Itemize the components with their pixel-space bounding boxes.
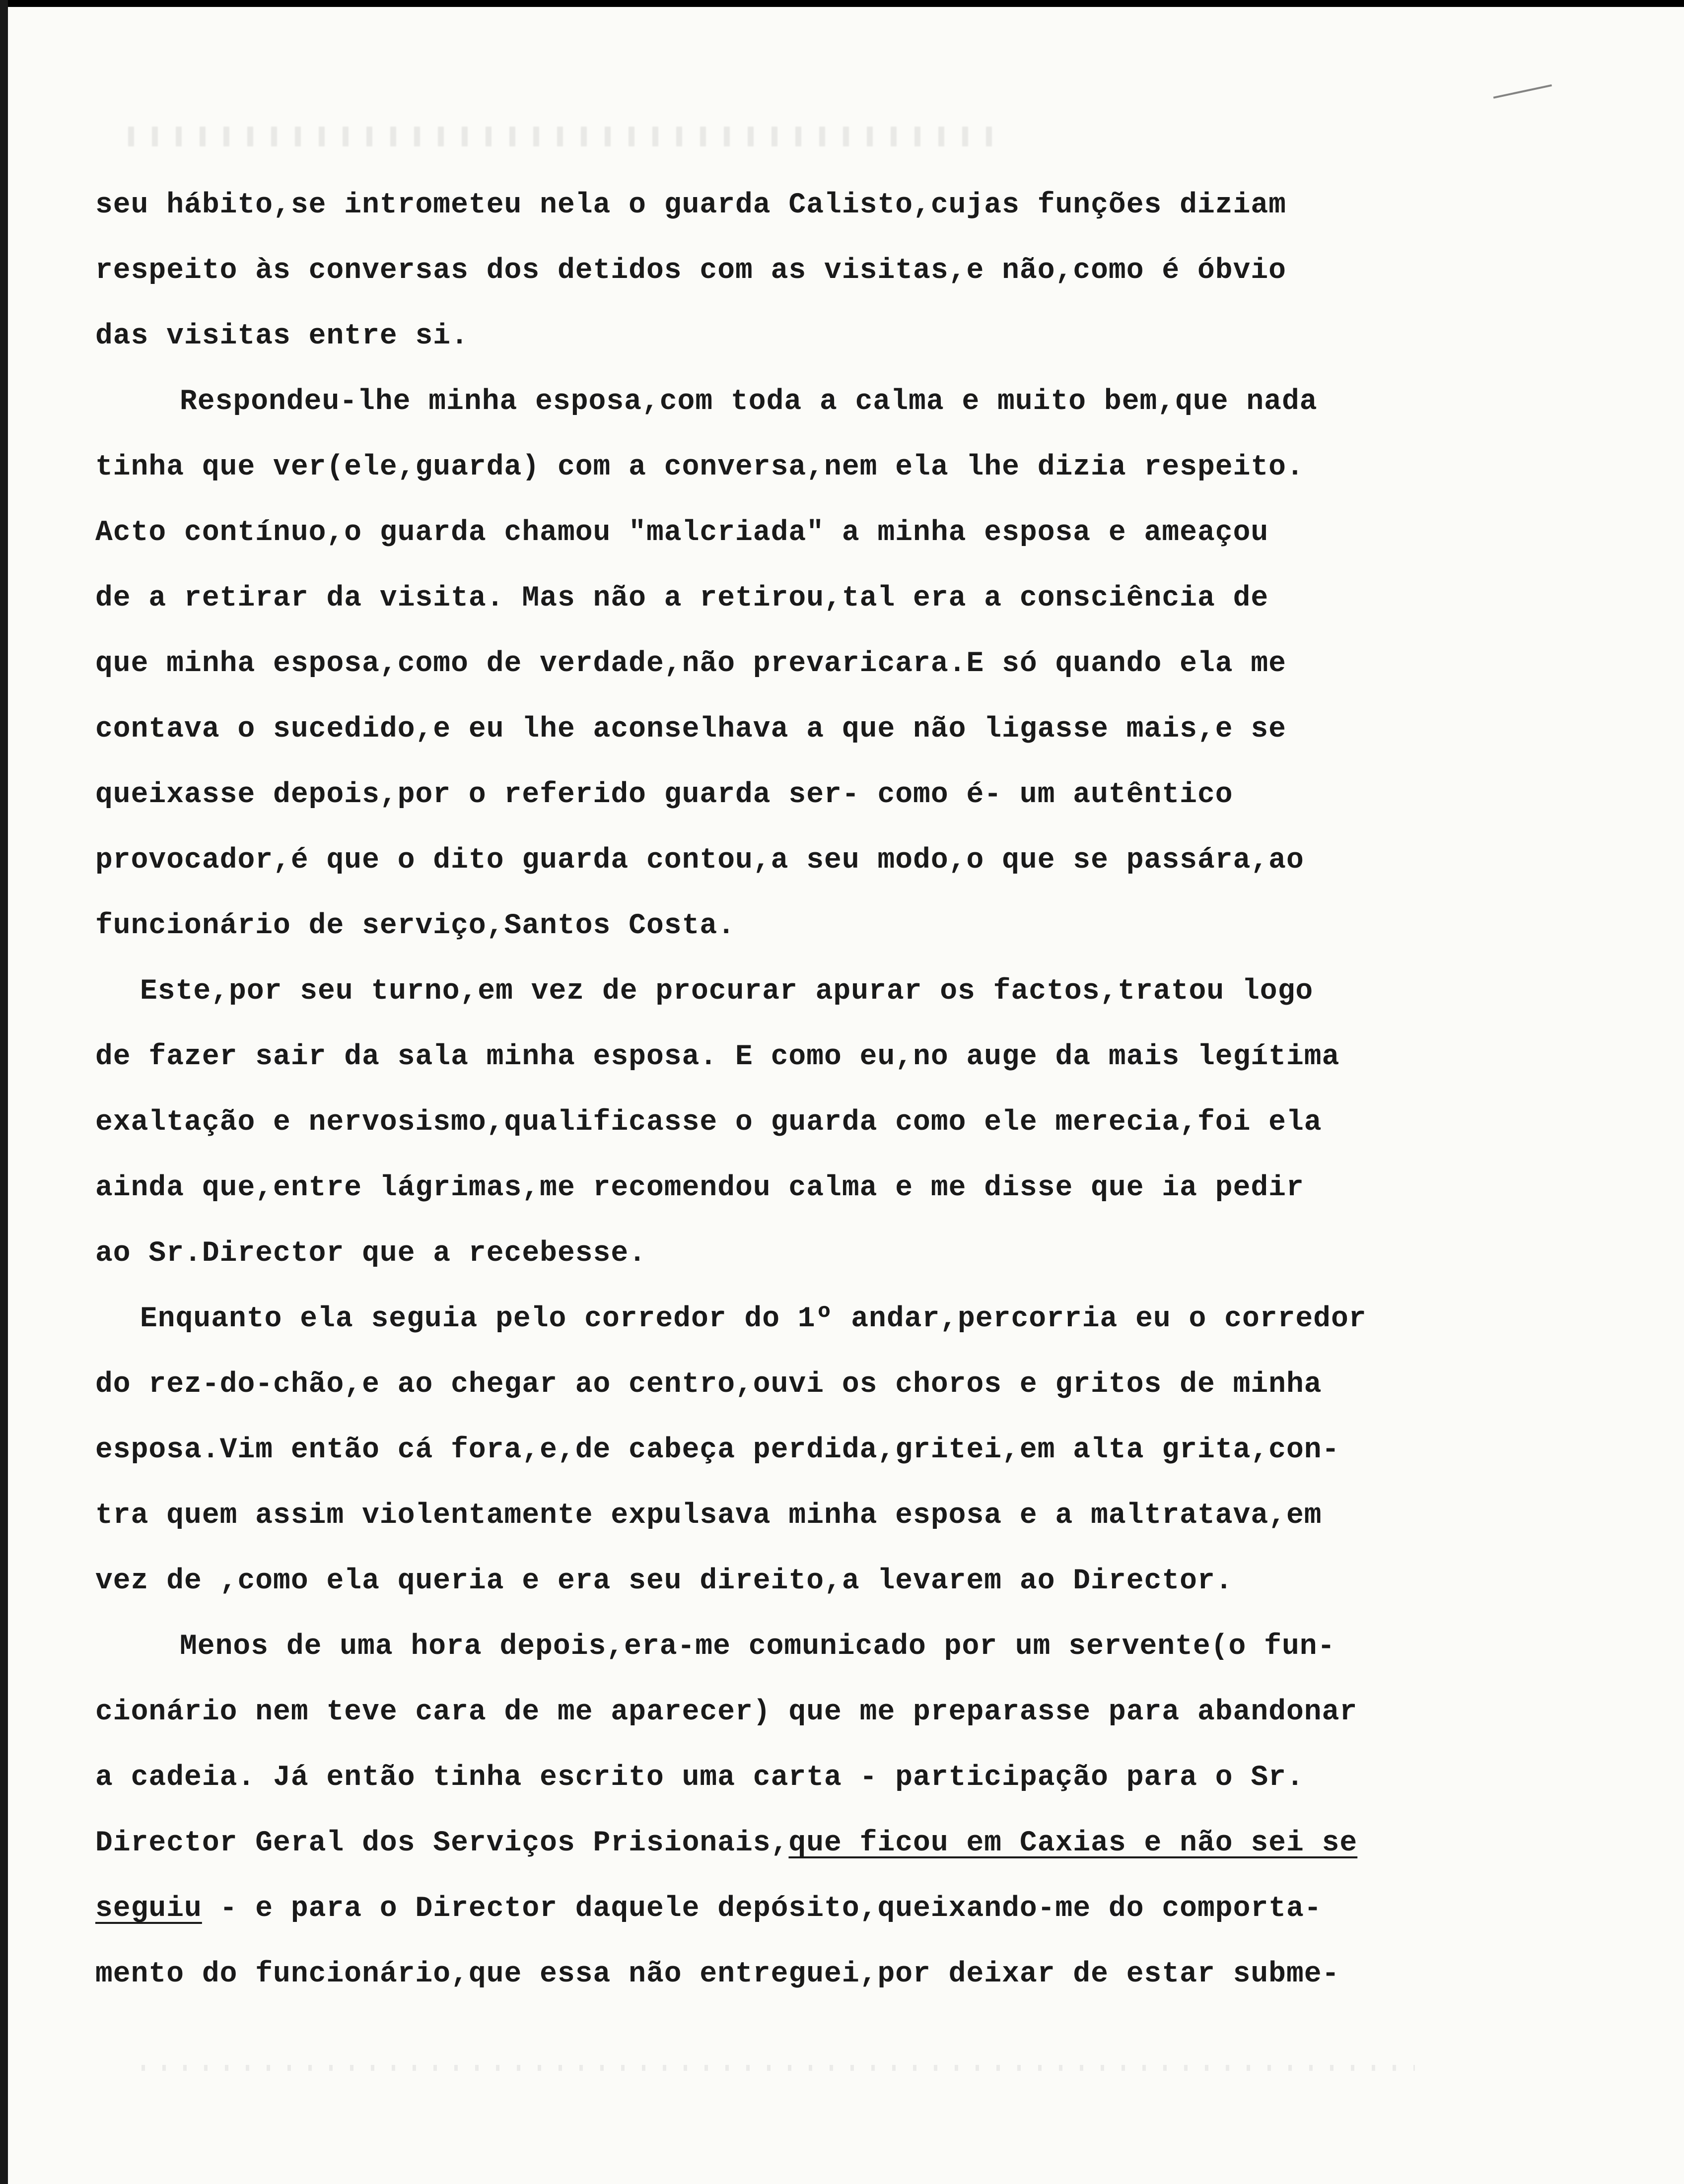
text-line-mixed [95, 1811, 1535, 1876]
underlined-text: que ficou em Caxias e não sei se [788, 1827, 1358, 1859]
scan-noise [124, 2065, 1415, 2071]
text-line: queixasse depois,por o referido guarda ser- como é- um autêntico [95, 779, 1233, 811]
text-line-mixed [95, 1876, 1535, 1942]
text-line: funcionário de serviço,Santos Costa. [95, 910, 736, 942]
paragraph-1 [95, 173, 1535, 369]
text-line: de fazer sair da sala minha esposa. E como eu,no auge da mais legítima [95, 1041, 1340, 1073]
text-line: exaltação e nervosismo,qualificasse o guarda como ele merecia,foi ela [95, 1106, 1322, 1139]
text-line: de a retirar da visita. Mas não a retirou,tal era a consciência de [95, 582, 1269, 614]
text-line: mento do funcionário,que essa não entreguei,por deixar de estar subme- [95, 1958, 1340, 1990]
scan-border-top [0, 0, 1684, 7]
text-line: Acto contínuo,o guarda chamou "malcriada" a minha esposa e ameaçou [95, 517, 1269, 549]
scan-mark [1493, 84, 1555, 113]
paragraph-4 [95, 1287, 1535, 1614]
text-line: Enquanto ela seguia pelo corredor do 1º andar,percorria eu o corredor [140, 1303, 1367, 1335]
text-segment: Director Geral dos Serviços Prisionais, [95, 1827, 789, 1859]
text-line: contava o sucedido,e eu lhe aconselhava a que não ligasse mais,e se [95, 713, 1286, 746]
text-line: Respondeu-lhe minha esposa,com toda a calma e muito bem,que nada [180, 386, 1318, 418]
text-line: do rez-do-chão,e ao chegar ao centro,ouvi os choros e gritos de minha [95, 1368, 1322, 1401]
text-line: provocador,é que o dito guarda contou,a seu modo,o que se passára,ao [95, 844, 1304, 877]
text-line: respeito às conversas dos detidos com as visitas,e não,como é óbvio [95, 255, 1286, 287]
text-line: a cadeia. Já então tinha escrito uma carta - participação para o Sr. [95, 1762, 1304, 1794]
text-segment: - e para o Director daquele depósito,queixando-me do comporta- [202, 1893, 1322, 1925]
text-line: que minha esposa,como de verdade,não prevaricara.E só quando ela me [95, 648, 1286, 680]
text-line: Este,por seu turno,em vez de procurar apurar os factos,tratou logo [140, 975, 1314, 1008]
paragraph-5 [95, 1614, 1535, 2007]
text-line: das visitas entre si. [95, 320, 469, 352]
text-line: ao Sr.Director que a recebesse. [95, 1237, 646, 1270]
text-line: tinha que ver(ele,guarda) com a conversa,nem ela lhe dizia respeito. [95, 451, 1304, 483]
underlined-text: seguiu [95, 1893, 202, 1925]
text-line: tra quem assim violentamente expulsava minha esposa e a maltratava,em [95, 1500, 1322, 1532]
text-line: vez de ,como ela queria e era seu direito,a levarem ao Director. [95, 1565, 1233, 1597]
paragraph-2 [95, 369, 1535, 959]
paragraph-3 [95, 959, 1535, 1287]
text-line: cionário nem teve cara de me aparecer) que me preparasse para abandonar [95, 1696, 1358, 1728]
faint-header-line [119, 127, 1008, 146]
text-line: Menos de uma hora depois,era-me comunicado por um servente(o fun- [180, 1631, 1335, 1663]
document-body [95, 173, 1535, 2007]
text-line: esposa.Vim então cá fora,e,de cabeça perdida,gritei,em alta grita,con- [95, 1434, 1340, 1466]
text-line: seu hábito,se intrometeu nela o guarda Calisto,cujas funções diziam [95, 189, 1286, 221]
scan-border-left [0, 0, 8, 2184]
text-line: ainda que,entre lágrimas,me recomendou calma e me disse que ia pedir [95, 1172, 1304, 1204]
